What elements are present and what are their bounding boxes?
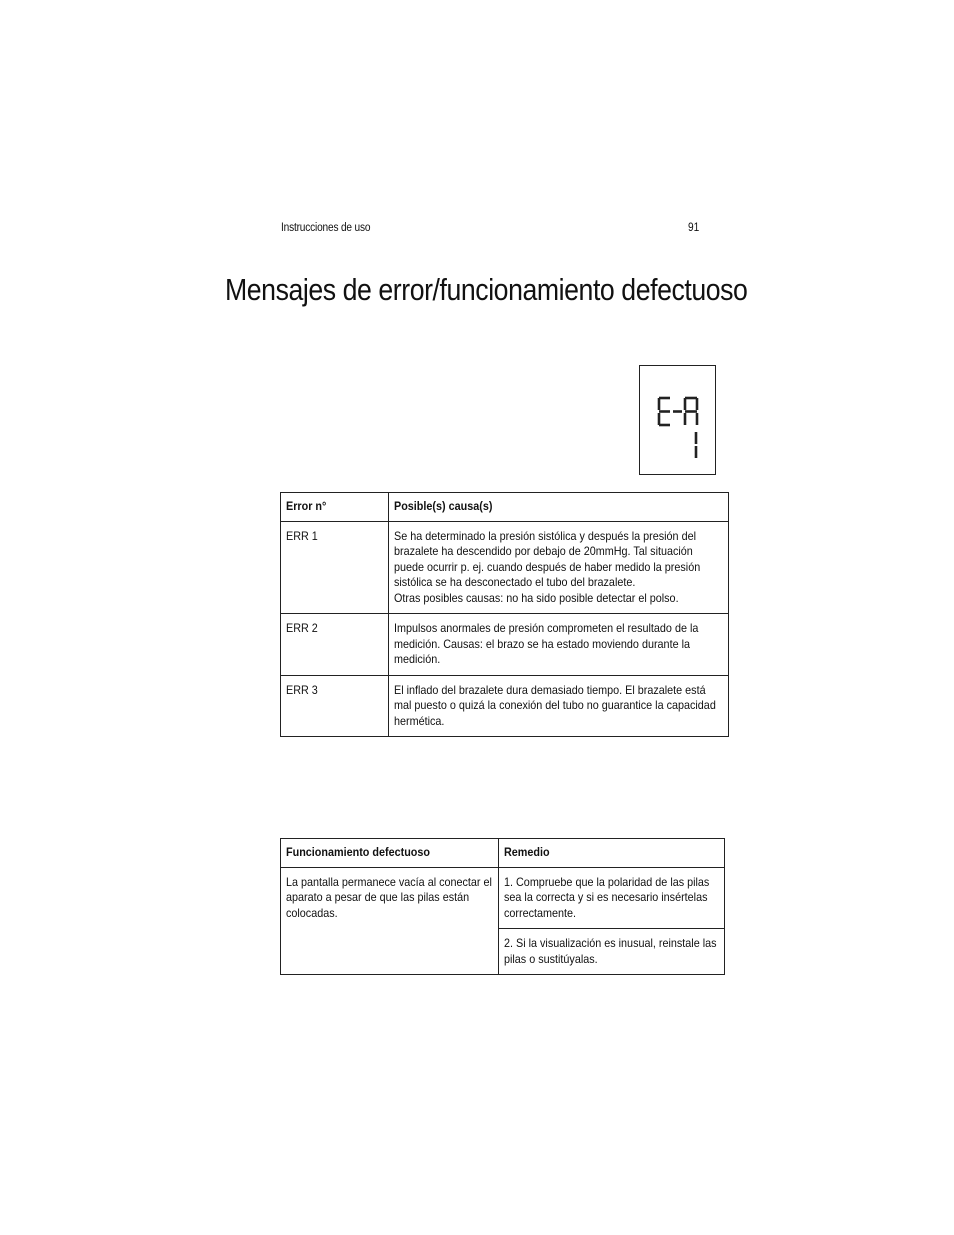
error-cause-extra-text: Otras posibles causas: no ha sido posible detectar el polso.	[394, 590, 679, 605]
error-code-cell: ERR 3	[281, 675, 389, 737]
running-title: Instrucciones de uso	[281, 222, 371, 234]
error-code-cell: ERR 1	[281, 521, 389, 614]
table-row	[281, 521, 729, 614]
page-number: 91	[688, 222, 700, 234]
error-cause-cell: El inflado del brazalete dura demasiado tiempo. El brazalete está mal puesto o quizá la conexión del tubo no guarantice la capacidad hermética.	[389, 675, 729, 737]
error-cause-cell: Impulsos anormales de presión comprometen el resultado de la medición. Causas: el brazo se ha estado moviendo durante la medición.	[389, 614, 729, 676]
table-row	[281, 614, 729, 676]
malfunction-table-header-row	[281, 839, 725, 868]
lcd-segments	[640, 366, 717, 476]
error-cause-text: Se ha determinado la presión sistólica y después la presión del brazalete ha descendido por debajo de 20mmHg. Tal situación puede ocurrir p. ej. cuando después de haber medido la presión sistólica se ha desconectado el tubo del brazalete.	[394, 528, 701, 589]
malfunction-table	[280, 838, 725, 975]
remedy-cell: 1. Compruebe que la polaridad de las pilas sea la correcta y si es necesario insértelas correctamente.	[499, 867, 725, 929]
error-table	[280, 492, 729, 737]
table-row	[281, 675, 729, 737]
remedy-cell: 2. Si la visualización es inusual, reinstale las pilas o sustitúyalas.	[499, 929, 725, 975]
table-row	[281, 867, 725, 929]
error-number-header: Error n°	[281, 493, 389, 522]
remedy-header: Remedio	[499, 839, 725, 868]
error-cause-cell	[389, 521, 729, 614]
error-table-header-row	[281, 493, 729, 522]
possible-causes-header: Posible(s) causa(s)	[389, 493, 729, 522]
page-title: Mensajes de error/funcionamiento defectuoso	[225, 272, 748, 307]
lcd-display-illustration	[639, 365, 716, 475]
malfunction-header: Funcionamiento defectuoso	[281, 839, 499, 868]
error-code-cell: ERR 2	[281, 614, 389, 676]
malfunction-problem-cell: La pantalla permanece vacía al conectar el aparato a pesar de que las pilas están colocadas.	[281, 867, 499, 975]
